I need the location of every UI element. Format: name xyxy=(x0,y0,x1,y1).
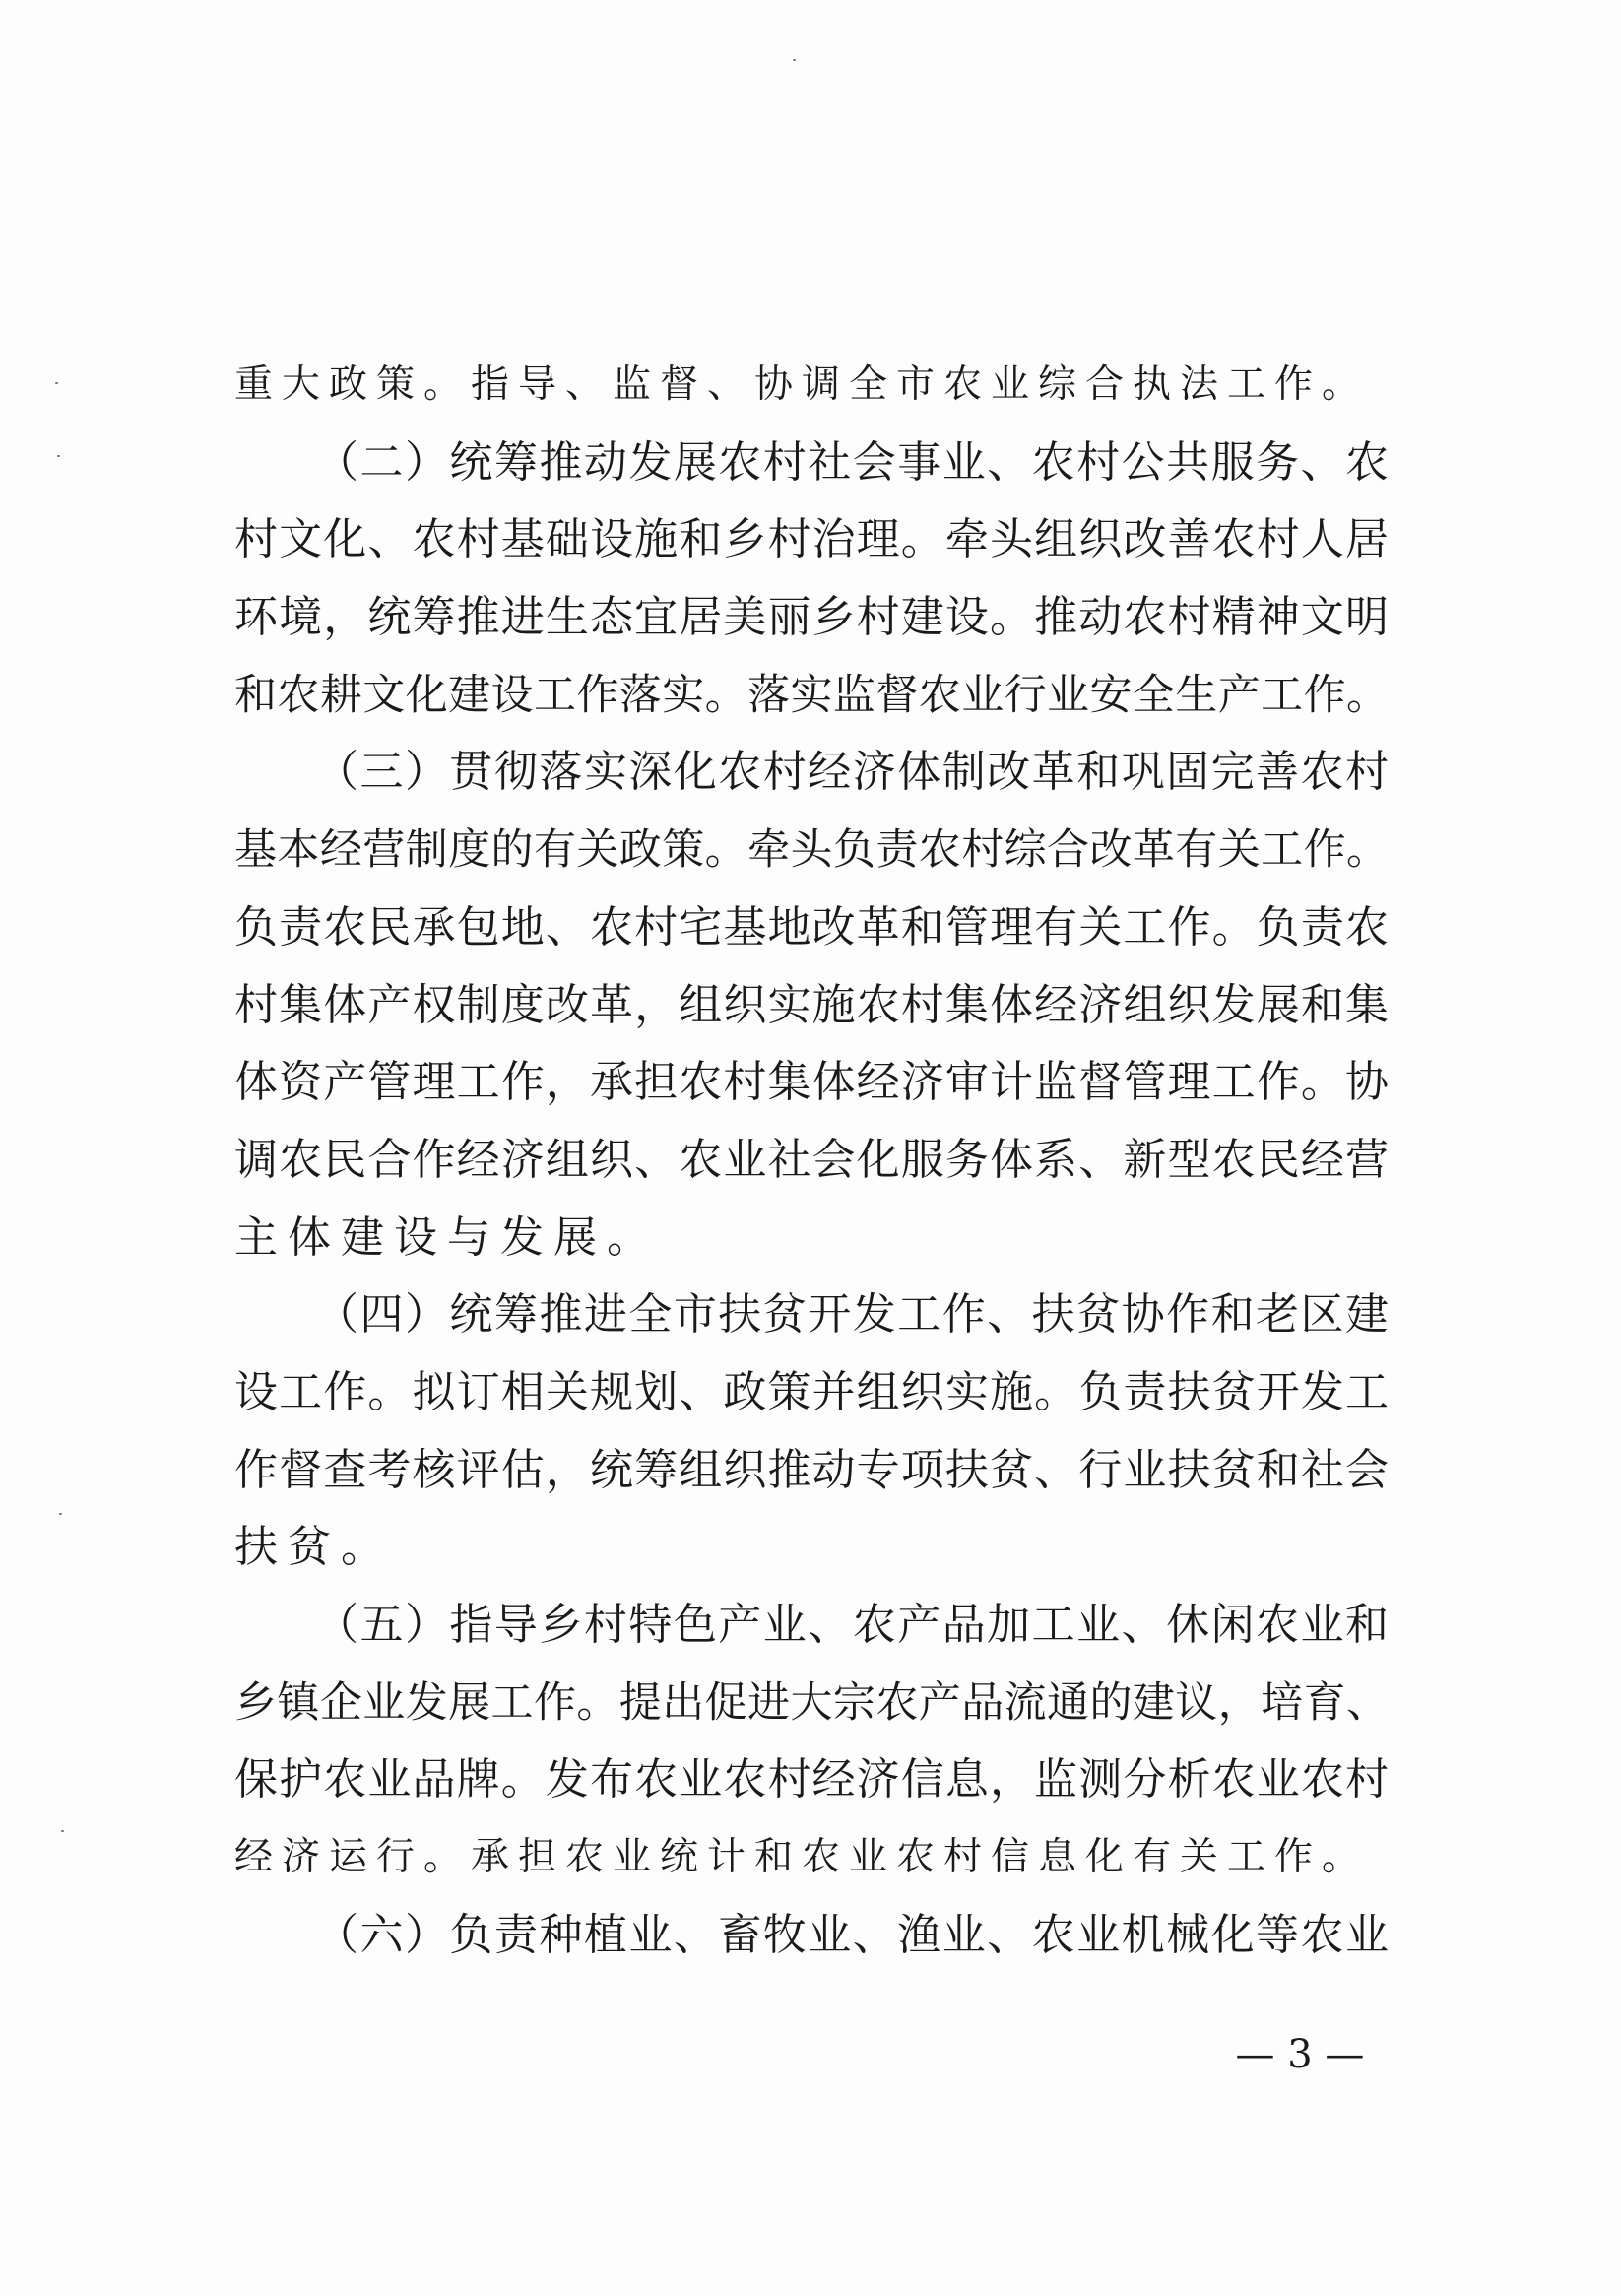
text-line: 重大政策。指导、监督、协调全市农业综合执法工作。 xyxy=(234,362,1370,407)
text-line: 保护农业品牌。发布农业农村经济信息，监测分析农业农村 xyxy=(234,1754,1389,1805)
page-number: — 3 — xyxy=(1235,2032,1365,2077)
scan-speck xyxy=(793,59,796,61)
text-line: 体资产管理工作，承担农村集体经济审计监督管理工作。协 xyxy=(234,1057,1389,1108)
scan-speck xyxy=(57,455,60,457)
paragraph-6-line: （六）负责种植业、畜牧业、渔业、农业机械化等农业 xyxy=(315,1909,1389,1960)
paragraph-4-line: （四）统筹推进全市扶贫开发工作、扶贫协作和老区建 xyxy=(315,1289,1389,1341)
text-line: 基本经营制度的有关政策。牵头负责农村综合改革有关工作。 xyxy=(234,825,1389,876)
text-line: 经济运行。承担农业统计和农业农村信息化有关工作。 xyxy=(234,1835,1370,1880)
scan-speck xyxy=(59,1513,62,1515)
text-line: 村文化、农村基础设施和乡村治理。牵头组织改善农村人居 xyxy=(234,514,1389,565)
text-line: 扶贫。 xyxy=(234,1522,394,1573)
body-text xyxy=(234,347,1389,1974)
text-line: 负责农民承包地、农村宅基地改革和管理有关工作。负责农 xyxy=(234,901,1389,952)
paragraph-2-line: （二）统筹推动发展农村社会事业、农村公共服务、农 xyxy=(315,436,1389,488)
text-line: 设工作。拟订相关规划、政策并组织实施。负责扶贫开发工 xyxy=(234,1366,1389,1417)
text-line: 和农耕文化建设工作落实。落实监督农业行业安全生产工作。 xyxy=(234,670,1389,720)
text-line: 村集体产权制度改革，组织实施农村集体经济组织发展和集 xyxy=(234,979,1389,1030)
paragraph-5-line: （五）指导乡村特色产业、农产品加工业、休闲农业和 xyxy=(315,1600,1389,1650)
paragraph-3-line: （三）贯彻落实深化农村经济体制改革和巩固完善农村 xyxy=(315,747,1389,798)
text-line: 乡镇企业发展工作。提出促进大宗农产品流通的建议，培育、 xyxy=(234,1677,1389,1728)
scan-speck xyxy=(61,1830,64,1832)
text-line: 调农民合作经济组织、农业社会化服务体系、新型农民经营 xyxy=(234,1134,1389,1185)
scan-speck xyxy=(55,382,58,384)
text-line: 主体建设与发展。 xyxy=(234,1212,660,1263)
text-line: 环境，统筹推进生态宜居美丽乡村建设。推动农村精神文明 xyxy=(234,592,1389,643)
text-line: 作督查考核评估，统筹组织推动专项扶贫、行业扶贫和社会 xyxy=(234,1444,1389,1495)
